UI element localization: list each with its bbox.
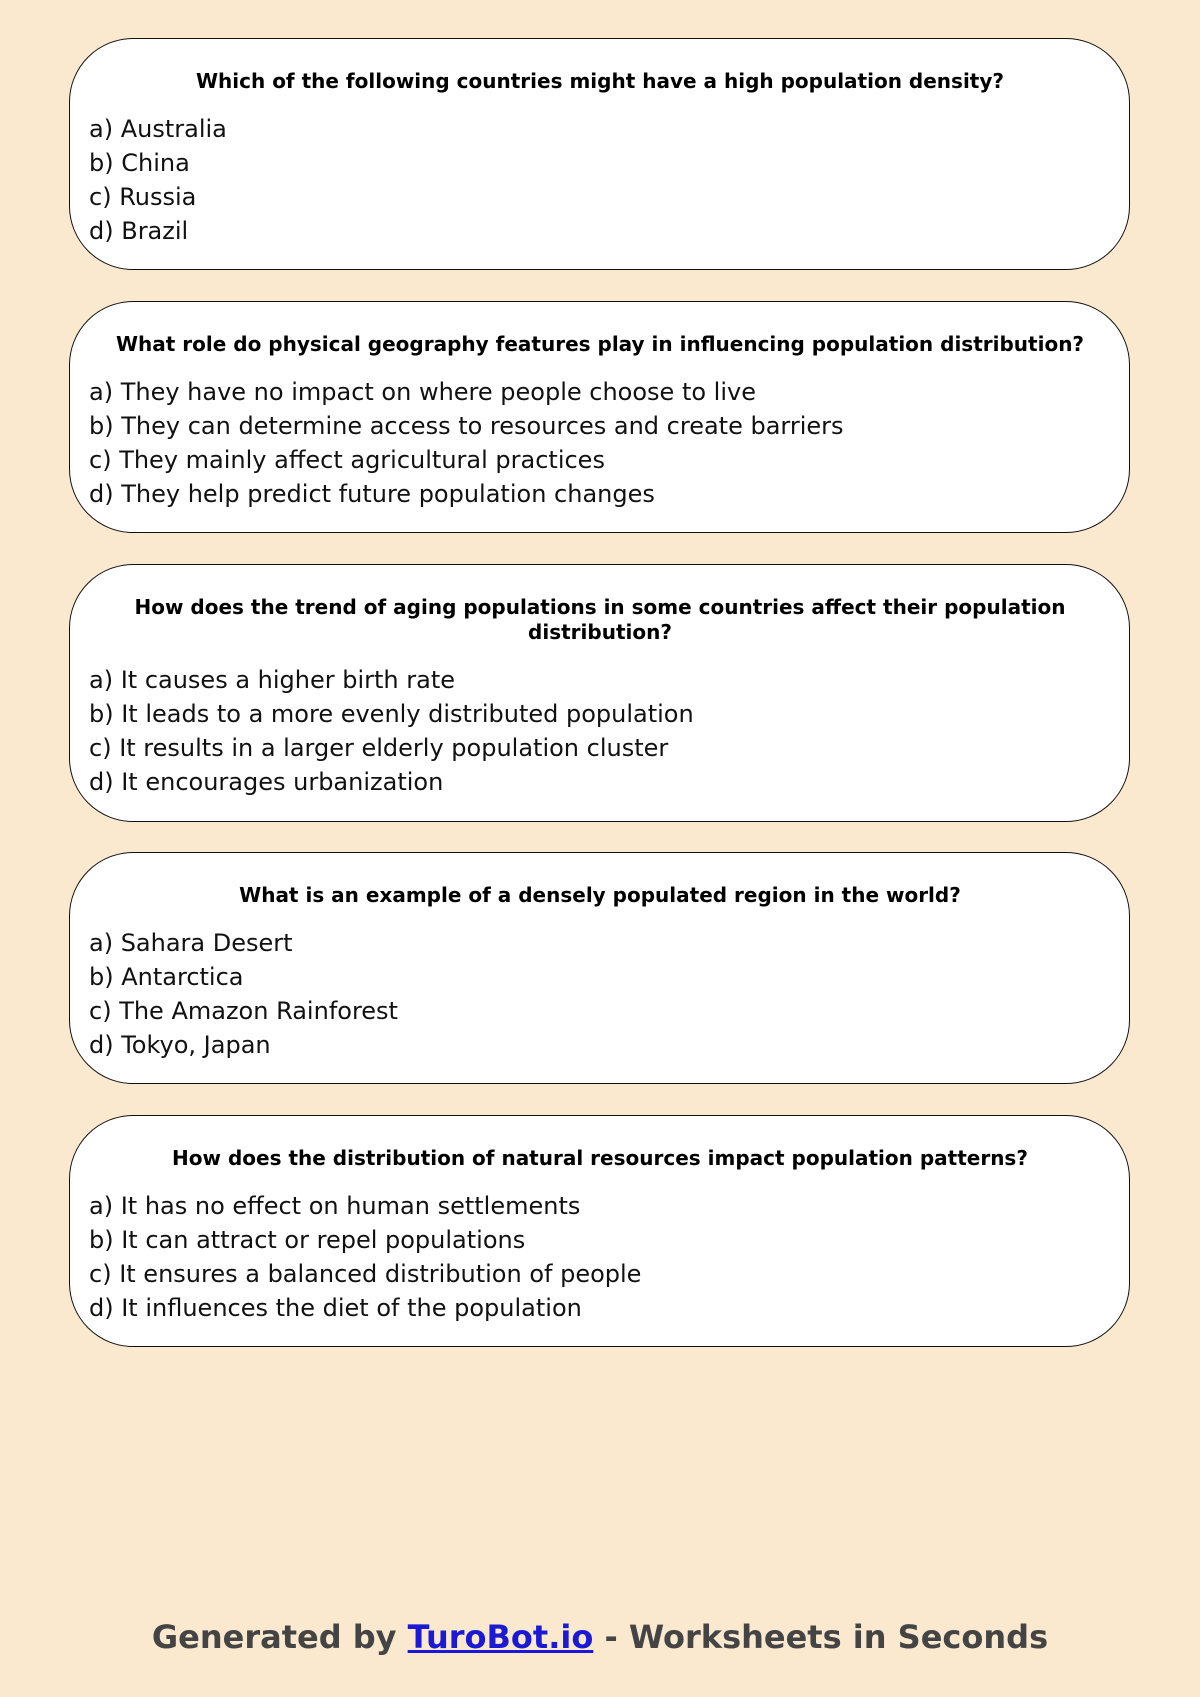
answer-option-a: a) They have no impact on where people choose to live [89, 378, 756, 406]
question-card-3 [69, 564, 1130, 822]
question-card-4 [69, 852, 1130, 1084]
answer-option-d: d) It influences the diet of the population [89, 1294, 582, 1322]
answer-option-c: c) Russia [89, 183, 197, 211]
question-text: How does the trend of aging populations in some countries affect their population distribution? [134, 595, 1066, 644]
answer-option-c: c) It results in a larger elderly population cluster [89, 734, 669, 762]
answer-option-a: a) Australia [89, 115, 227, 143]
question-text: Which of the following countries might have a high population density? [195, 69, 1004, 93]
answer-option-b: b) They can determine access to resources and create barriers [89, 412, 844, 440]
footer [0, 1618, 1200, 1656]
question-card-1 [69, 38, 1130, 270]
answer-option-c: c) The Amazon Rainforest [89, 997, 398, 1025]
question-card-5 [69, 1115, 1130, 1347]
answer-option-d: d) It encourages urbanization [89, 768, 444, 796]
answer-option-d: d) Brazil [89, 217, 189, 245]
answer-option-c: c) It ensures a balanced distribution of people [89, 1260, 642, 1288]
question-text: What is an example of a densely populated region in the world? [239, 883, 961, 907]
answer-option-d: d) Tokyo, Japan [89, 1031, 271, 1059]
answer-option-a: a) Sahara Desert [89, 929, 293, 957]
question-card-2 [69, 301, 1130, 533]
answer-option-b: b) It leads to a more evenly distributed population [89, 700, 694, 728]
answer-option-a: a) It has no effect on human settlements [89, 1192, 581, 1220]
answer-option-b: b) It can attract or repel populations [89, 1226, 526, 1254]
answer-option-b: b) Antarctica [89, 963, 244, 991]
answer-option-a: a) It causes a higher birth rate [89, 666, 456, 694]
answer-option-d: d) They help predict future population changes [89, 480, 655, 508]
footer-suffix: - Worksheets in Seconds [593, 1618, 1049, 1656]
answer-option-c: c) They mainly affect agricultural practices [89, 446, 605, 474]
turobot-link[interactable]: TuroBot.io [407, 1618, 594, 1656]
answer-option-b: b) China [89, 149, 190, 177]
question-text: What role do physical geography features play in influencing population distribution? [115, 332, 1085, 356]
footer-prefix: Generated by [151, 1618, 408, 1656]
question-text: How does the distribution of natural resources impact population patterns? [172, 1146, 1028, 1170]
